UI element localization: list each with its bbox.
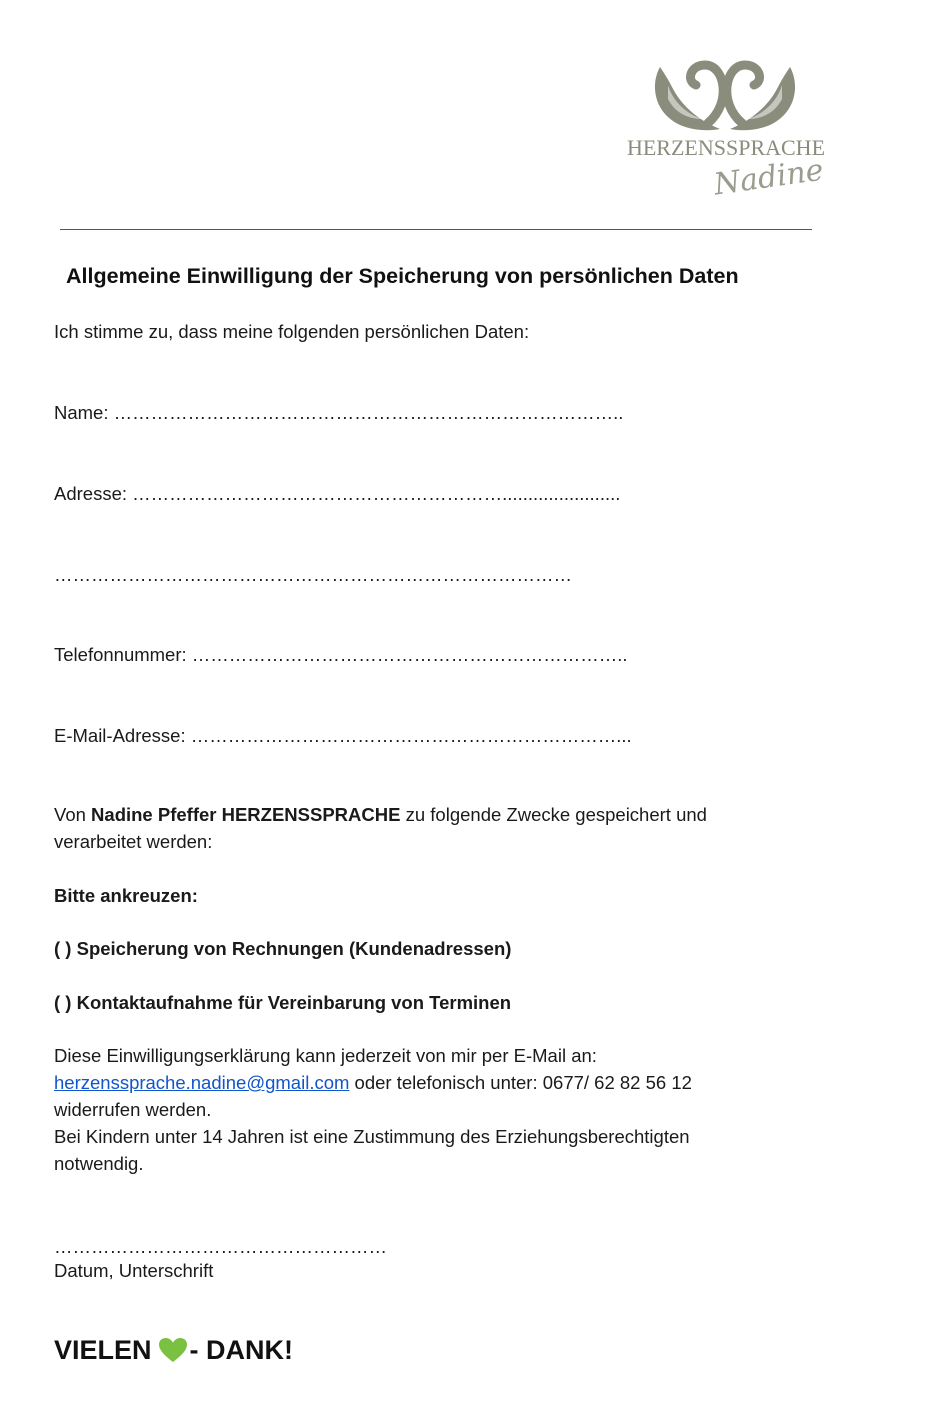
revocation-line-2 — [54, 1072, 692, 1094]
phone-label: Telefonnummer: — [54, 644, 187, 665]
brand-logo — [620, 55, 850, 205]
thanks-message — [54, 1335, 293, 1370]
revocation-line-1: Diese Einwilligungserklärung kann jederzeit von mir per E-Mail an: — [54, 1045, 597, 1066]
revocation-line-4: Bei Kindern unter 14 Jahren ist eine Zustimmung des Erziehungsberechtigten — [54, 1126, 690, 1147]
checkbox-heading: Bitte ankreuzen: — [54, 885, 198, 906]
thanks-after: - DANK! — [189, 1335, 294, 1365]
contact-phone-text: oder telefonisch unter: 0677/ 62 82 56 12 — [354, 1072, 692, 1093]
name-label: Name: — [54, 402, 109, 423]
purpose-line-2: verarbeitet werden: — [54, 831, 213, 852]
email-dotted-line[interactable]: ……………………………………………………………... — [190, 725, 632, 746]
phone-dotted-line[interactable]: …………………………………………………………….. — [191, 644, 628, 665]
name-dotted-line[interactable]: ……………………………………………………………………….. — [113, 402, 624, 423]
email-label: E-Mail-Adresse: — [54, 725, 186, 746]
option-appointments[interactable]: ( ) Kontaktaufnahme für Vereinbarung von Terminen — [54, 992, 512, 1013]
purpose-prefix: Von — [54, 804, 86, 825]
address-field[interactable] — [54, 483, 620, 505]
revocation-line-5: notwendig. — [54, 1153, 144, 1174]
contact-email-link[interactable]: herzenssprache.nadine@gmail.com — [54, 1072, 350, 1093]
swan-logo-icon — [620, 55, 850, 205]
document-title: Allgemeine Einwilligung der Speicherung von persönlichen Daten — [66, 264, 739, 288]
logo-script-text: Nadine — [711, 152, 826, 203]
purpose-suffix: zu folgende Zwecke gespeichert und — [405, 804, 707, 825]
intro-text: Ich stimme zu, dass meine folgenden persönlichen Daten: — [54, 321, 530, 342]
signature-line[interactable]: ……………………………………………… — [54, 1236, 387, 1257]
name-field[interactable] — [54, 402, 623, 424]
purpose-text — [54, 804, 707, 826]
thanks-before: VIELEN — [54, 1335, 152, 1365]
revocation-line-3: widerrufen werden. — [54, 1099, 212, 1120]
logo-brand-text: HERZENSSPRACHE — [626, 135, 826, 160]
header-divider — [60, 229, 812, 230]
signature-label: Datum, Unterschrift — [54, 1260, 214, 1281]
address-line-2[interactable]: ………………………………………………………………………… — [54, 564, 572, 585]
email-field[interactable] — [54, 725, 632, 747]
green-heart-icon — [158, 1337, 188, 1370]
phone-field[interactable] — [54, 644, 628, 666]
company-name: Nadine Pfeffer HERZENSSPRACHE — [91, 804, 401, 825]
option-invoices[interactable]: ( ) Speicherung von Rechnungen (Kundenadressen) — [54, 938, 512, 959]
address-dotted-line[interactable]: ……………………………………………………....................... — [132, 483, 621, 504]
address-label: Adresse: — [54, 483, 128, 504]
